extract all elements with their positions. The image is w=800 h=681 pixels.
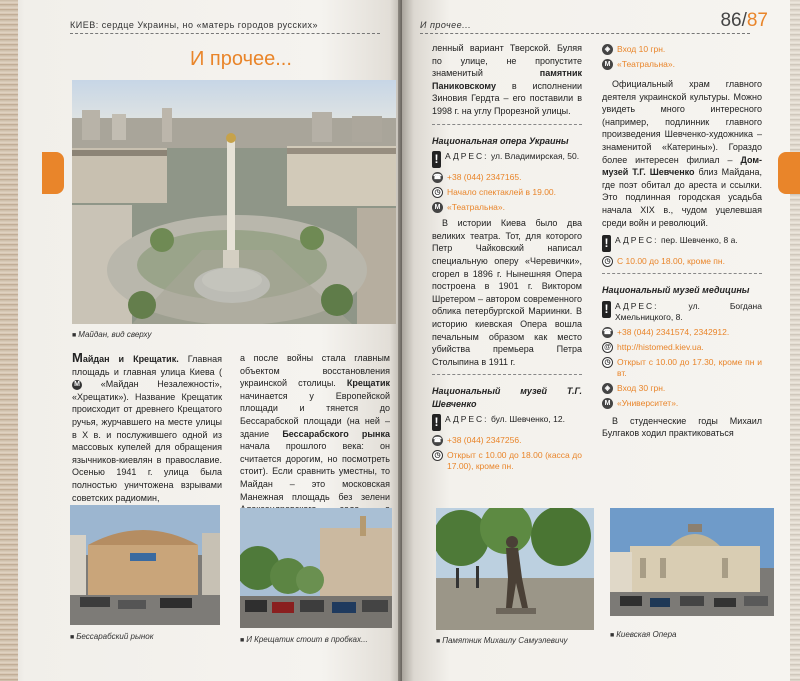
museum-phone: +38 (044) 2347256. [447,435,522,446]
museum-time: Открыт с 10.00 до 18.00 (касса до 17.00), кроме пн. [447,450,582,472]
shevchenko-paragraph [602,78,762,229]
text-column-b [602,42,762,440]
body-text: начинается у Европейской площади и тянется до Бессарабской площади (на ней – здание [240,390,390,439]
opera-photo [610,508,774,616]
med-address: ул. Богдана Хмельницкого, 8. [615,300,762,322]
header-rule [420,33,750,34]
metro-icon: M [602,59,613,70]
med-entry: Вход 30 грн. [617,382,666,393]
med-site-row [602,342,762,353]
med-address-row [602,301,762,323]
running-head: И прочее... [420,20,472,30]
med-phone-row [602,327,762,338]
opera-metro-row [432,202,582,213]
exclamation-icon: ! [602,301,611,318]
bold-term: Бессарабского рынка [282,428,390,439]
intro-paragraph [432,42,582,118]
monument-photo [436,508,594,630]
body-text: близ Майдана, где поэт обитал до ареста и ссылки. Это подлинная городская усадьба начала XIX в., чудом уцелевшая среди войн и революций. [602,167,762,228]
metro-row [602,59,762,70]
page-number-separator: / [741,10,747,31]
body-text: Главная площадь и главная улица Киева ( [72,354,222,377]
page-edge [0,0,18,681]
opera-time: Начало спектаклей в 19.00. [447,187,557,198]
bold-term: Дом-музей Т.Г. Шевченко [602,154,762,178]
exclamation-icon: ! [602,235,611,252]
exclamation-icon: ! [432,151,441,168]
divider [602,273,762,274]
entry-row [602,44,762,55]
photo-caption: ■ Памятник Михаилу Самуэлевичу [436,636,568,645]
metro-station: «Театральна». [617,59,675,69]
phone-icon: ☎ [433,437,442,445]
address-label: АДРЕС: [445,151,489,162]
phone-icon: ☎ [433,174,442,182]
text-column-a [432,42,582,476]
photo-caption: ■ И Крещатик стоит в пробках... [240,635,368,644]
opera-metro: «Театральна». [447,202,505,213]
body-text: Официальный храм главного деятеля украинской культуры. Можно увидеть много интересного (например, подлинник главного произведения Шевченко-художника – знаменитой «Катерины»). Гораздо более интересен филиал – [602,79,762,165]
museum-phone-row [432,435,582,446]
body-text: ленный вариант Тверской. Буляя по улице, не пропустите знаменитый [432,43,582,79]
house-address-row [602,235,762,252]
bold-term: Крещатик [346,378,390,389]
body-text: в исполнении Зиновия Гердта – его поставили в 1998 г. на углу Прорезной улицы. [432,80,582,116]
opera-address-row [432,151,582,168]
header-rule [70,33,380,34]
metro-icon: M [432,202,443,213]
entry-price: Вход 10 грн. [617,44,666,54]
bold-term: памятник Паниковскому [432,68,582,91]
divider [432,124,582,125]
phone-icon: ☎ [603,328,612,336]
clock-icon: ◷ [432,450,443,461]
web-icon: @ [602,342,613,353]
right-page [402,0,800,681]
section-title: И прочее... [190,48,292,70]
opera-address: ул. Владимирская, 50. [490,151,580,162]
divider [432,374,582,375]
lead-heading: айдан и Крещатик. [82,354,179,364]
street-photo [240,508,392,628]
bulgakov-paragraph: В студенческие годы Михаил Булгаков ходил практиковаться [602,415,762,439]
med-phone: +38 (044) 2341574, 2342912. [617,326,730,337]
bookmark-tab [778,152,800,194]
text-column-2 [240,352,390,528]
opera-title: Национальная опера Украины [432,135,569,146]
page-number [720,10,768,32]
body-text: начала прошлого века: он считается дорогим, но посмотреть стоит). Если сравнить уместны, то Майдан – это московская Манежная площадь без зелени [240,441,390,502]
address-label: АДРЕС: [615,300,659,311]
address-label: АДРЕС: [445,414,489,425]
museum-title: Национальный музей Т.Г. Шевченко [432,386,582,409]
ticket-icon: ◈ [602,383,613,394]
page-edge [790,0,800,681]
metro-icon: M [602,398,613,409]
med-metro: «Университет». [617,397,679,408]
drop-cap: М [72,350,83,365]
museum-address-row [432,414,582,431]
text-column-1 [72,352,222,504]
maidan-photo [72,80,396,324]
med-website: http://histomed.kiev.ua. [617,341,704,352]
museum-address: бул. Шевченко, 12. [490,414,565,425]
med-metro-row [602,398,762,409]
house-time-row [602,256,762,267]
museum-time-row [432,450,582,472]
market-photo [70,505,220,625]
med-time: Открыт с 10.00 до 17.30, кроме пн и вт. [617,356,762,378]
opera-phone-row [432,172,582,183]
opera-time-row [432,187,582,198]
page-number-right: 87 [746,10,768,31]
running-head: КИЕВ: сердце Украины, но «матерь городов русских» [70,20,318,30]
house-address: пер. Шевченко, 8 а. [660,235,738,246]
opera-paragraph: В истории Киева было два великих театра. Тот, для которого Петр Чайковский написал специальную оперу «Черевички», сгорел в 1896 г. Нынешняя Опера построена в 1901 г. Виктором Шретером – автором современного облика петербургской Мариинки. В историю киевская Опера вошла печальным образом как место убийства премьера Петра Столыпина в 1911 г. [432,218,582,367]
photo-caption: ■ Бессарабский рынок [70,632,153,641]
body-text: «Майдан Незалежності», «Хрещатик»). Название Крещатик происходит от древнего Крещатого ручья, журчавшего на месте улицы в X в. и послужившего одной из массовых купелей для обращения язычников-киевлян в православие. Осенью 1941 г. улица была полностью уничтожена взрывами советских радиомин, [72,379,222,503]
photo-caption: ■ Киевская Опера [610,630,677,639]
medicine-title: Национальный музей медицины [602,285,750,296]
bookmark-tab [42,152,64,194]
med-time-row [602,357,762,379]
ticket-icon: ◈ [602,44,613,55]
clock-icon: ◷ [602,357,613,368]
clock-icon: ◷ [432,187,443,198]
med-entry-row [602,383,762,394]
house-time: С 10.00 до 18.00, кроме пн. [617,256,725,267]
address-label: АДРЕС: [615,235,659,246]
photo-caption: ■ Майдан, вид сверху [72,330,151,339]
clock-icon: ◷ [602,256,613,267]
page-number-left: 86 [720,10,742,31]
exclamation-icon: ! [432,414,441,431]
body-text: а после войны стала главным объектом восстановления украинской столицы. [240,353,390,389]
opera-phone: +38 (044) 2347165. [447,172,522,183]
metro-icon: М [72,380,82,390]
